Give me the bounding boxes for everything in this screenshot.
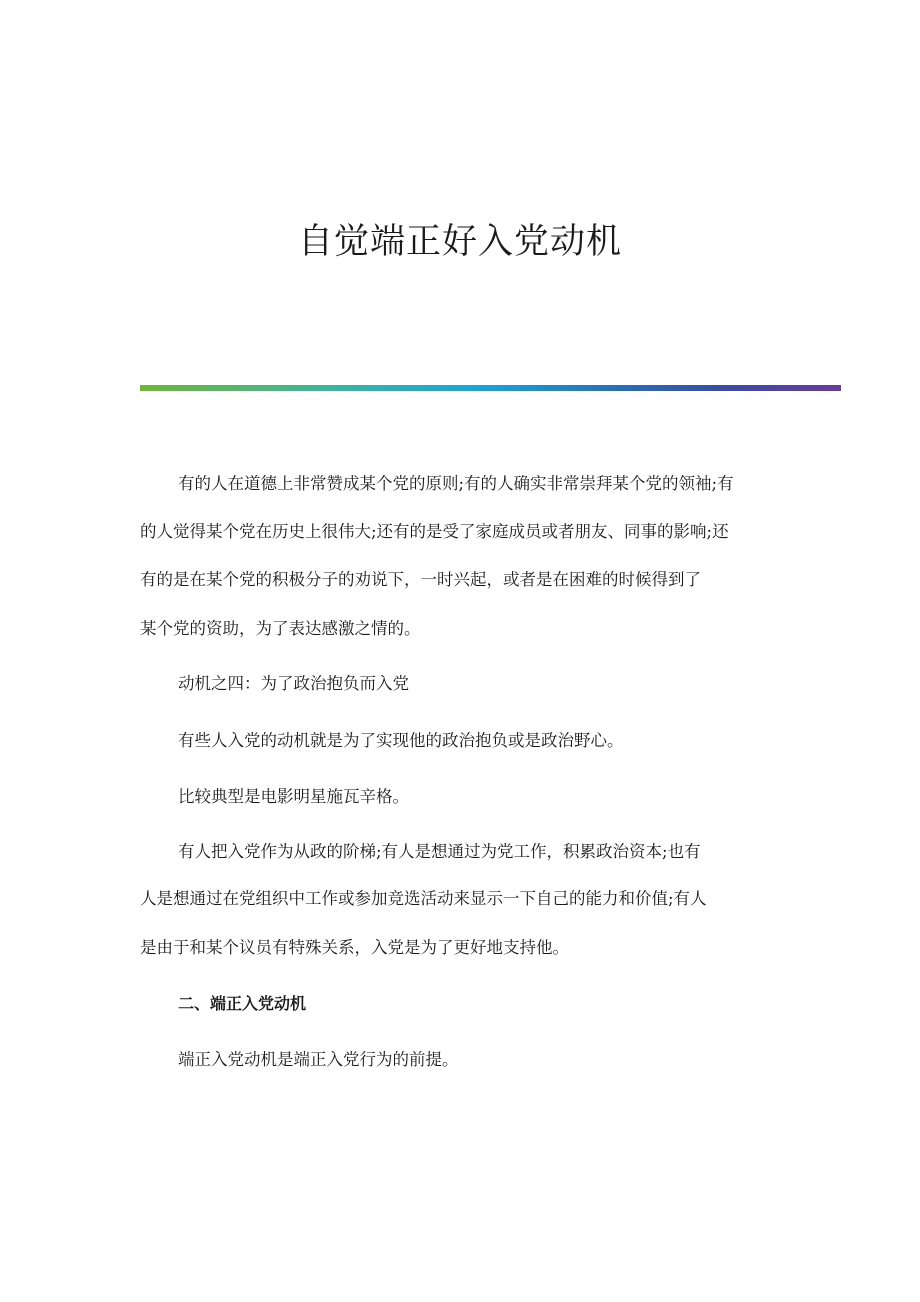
paragraph-line: 是由于和某个议员有特殊关系，入党是为了更好地支持他。 (140, 938, 569, 957)
paragraph-line: 有些人入党的动机就是为了实现他的政治抱负或是政治野心。 (178, 731, 624, 750)
paragraph-line: 某个党的资助，为了表达感激之情的。 (140, 619, 421, 638)
section-heading: 二、端正入党动机 (178, 994, 307, 1013)
paragraph-line: 人是想通过在党组织中工作或参加竞选活动来显示一下自己的能力和价值;有人 (140, 889, 707, 908)
document-title: 自觉端正好入党动机 (297, 222, 622, 262)
paragraph-line: 动机之四：为了政治抱负而入党 (178, 674, 409, 693)
paragraph-line: 端正入党动机是端正入党行为的前提。 (178, 1050, 459, 1069)
title-divider (140, 385, 841, 391)
paragraph-line: 有人把入党作为从政的阶梯;有人是想通过为党工作，积累政治资本;也有 (178, 842, 701, 861)
paragraph-line: 比较典型是电影明星施瓦辛格。 (178, 787, 409, 806)
paragraph-line: 有的是在某个党的积极分子的劝说下，一时兴起，或者是在困难的时候得到了 (140, 570, 701, 589)
paragraph-line: 有的人在道德上非常赞成某个党的原则;有的人确实非常崇拜某个党的领袖;有 (178, 474, 734, 493)
paragraph-line: 的人觉得某个党在历史上很伟大;还有的是受了家庭成员或者朋友、同事的影响;还 (140, 522, 729, 541)
